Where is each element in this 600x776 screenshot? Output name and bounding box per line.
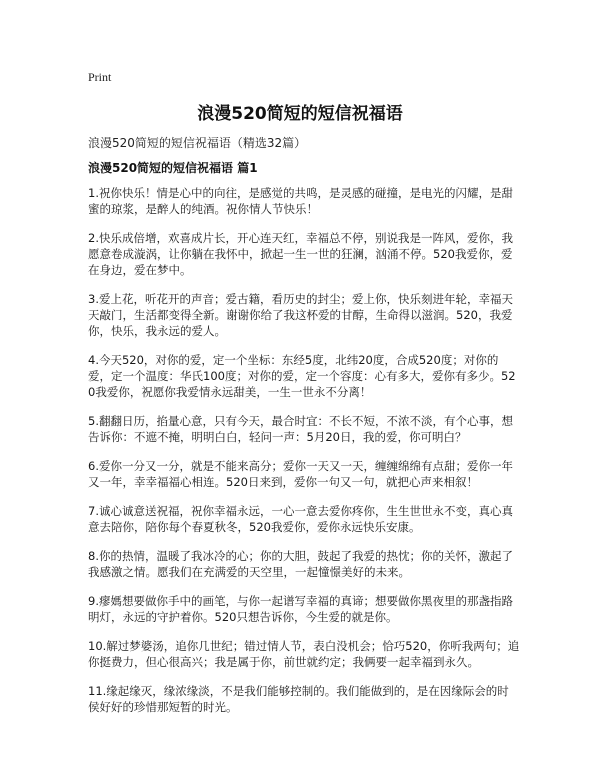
page-title: 浪漫520简短的短信祝福语 bbox=[197, 104, 403, 124]
paragraph: 5.翻翻日历，掐量心意，只有今天，最合时宜：不长不短，不浓不淡，有个心事，想告诉你：不遮不掩，明明白白，轻问一声：5月20日，我的爱，你可明白？ bbox=[88, 414, 513, 444]
paragraph: 11.缘起缘灭，缘浓缘淡，不是我们能够控制的。我们能做到的，是在因缘际会的时侯好好的珍惜那短暂的时光。 bbox=[88, 684, 509, 714]
paragraph: 10.解过梦婆汤，追你几世纪；错过情人节，表白没机会；恰巧520，你听我两句；追你挺费力，但心很高兴；我是属于你，前世就约定；我俩要一起幸福到永久。 bbox=[88, 639, 520, 669]
paragraph: 6.爱你一分又一分，就是不能来高分；爱你一天又一天，缠缠绵绵有点甜；爱你一年又一年，幸幸福福心相连。520日来到，爱你一句又一句，就把心声来相叙！ bbox=[88, 459, 513, 489]
paragraph: 7.诚心诚意送祝福，祝你幸福永远，一心一意去爱你疼你，生生世世永不变，真心真意去陪你，陪你每个春夏秋冬，520我爱你，爱你永远快乐安康。 bbox=[88, 504, 513, 534]
document-subtitle: 浪漫520简短的短信祝福语（精选32篇） bbox=[88, 136, 307, 150]
paragraph: 9.瘳媽想要做你手中的画笔，与你一起谱写幸福的真谛；想要做你黑夜里的那盏指路明灯，永远的守护着你。520只想告诉你，今生爱的就是你。 bbox=[88, 594, 513, 624]
paragraph: 3.爱上花，听花开的声音；爱古籍，看历史的封尘；爱上你，快乐刻进年轮，幸福天天敲门，生活都变得全新。谢谢你给了我这杯爱的甘醇，生命得以滋润。520，我爱你，快乐，我永远的爱人。 bbox=[88, 292, 513, 338]
paragraph: 4.今天520，对你的爱，定一个坐标：东经5度，北纬20度，合成520度；对你的爱，定一个温度：华氏100度；对你的爱，定一个容度：心有多大，爱你有多少。520我爱你，祝愿你我爱情永远甜美，一生一世永不分离！ bbox=[88, 353, 516, 399]
paragraph-list bbox=[88, 185, 520, 728]
print-label: Print bbox=[88, 70, 112, 84]
paragraph: 1.祝你快乐！情是心中的向往，是感觉的共鸣，是灵感的碰撞，是电光的闪耀，是甜蜜的琼浆，是醉人的纯酒。祝你情人节快乐！ bbox=[88, 186, 513, 216]
paragraph: 8.你的热情，温暖了我冰冷的心；你的大胆，鼓起了我爱的热忱；你的关怀，激起了我感激之情。愿我们在充满爱的天空里，一起憧憬美好的未来。 bbox=[88, 549, 513, 579]
section-heading: 浪漫520简短的短信祝福语 篇1 bbox=[88, 161, 258, 175]
paragraph: 2.快乐成倍增，欢喜成片长，开心连天红，幸福总不停，别说我是一阵风，爱你，我愿意卷成漩涡，让你躺在我怀中，掀起一生一世的狂澜，汹涌不停。520我爱你，爱在身边，爱在梦中。 bbox=[88, 231, 513, 277]
